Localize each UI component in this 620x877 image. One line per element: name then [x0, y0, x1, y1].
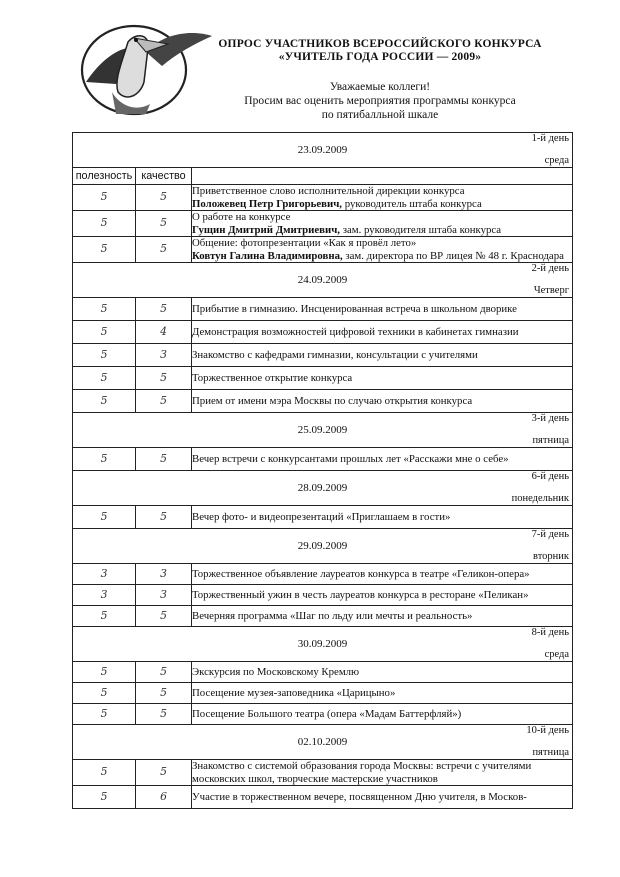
day-date: 28.09.2009: [297, 482, 348, 494]
event-row: [73, 786, 573, 809]
day-number: 10-й день: [526, 725, 569, 736]
event-description: Вечер фото- и видеопрезентаций «Приглашаем в гости»: [192, 506, 573, 529]
event-row: [73, 704, 573, 725]
day-date: 23.09.2009: [297, 144, 348, 156]
day-header-row: [73, 627, 573, 662]
day-date: 29.09.2009: [297, 540, 348, 552]
document-header: [200, 38, 560, 122]
quality-grade[interactable]: 5: [136, 185, 192, 211]
quality-grade[interactable]: 5: [136, 237, 192, 263]
usefulness-grade[interactable]: 5: [73, 506, 136, 529]
event-description: Торжественный ужин в честь лауреатов конкурса в ресторане «Пеликан»: [192, 585, 573, 606]
event-description: Участие в торжественном вечере, посвященном Дню учителя, в Москов-: [192, 786, 573, 809]
quality-grade[interactable]: 5: [136, 704, 192, 725]
day-weekday: пятница: [532, 434, 569, 446]
quality-grade[interactable]: 5: [136, 760, 192, 786]
survey-intro: Уважаемые коллеги! Просим вас оценить мероприятия программы конкурса по пятибалльной шкале: [244, 81, 516, 121]
usefulness-grade[interactable]: 5: [73, 662, 136, 683]
quality-grade[interactable]: 5: [136, 662, 192, 683]
event-description: Торжественное открытие конкурса: [192, 367, 573, 390]
quality-header: качество: [136, 168, 192, 185]
quality-grade[interactable]: 3: [136, 344, 192, 367]
usefulness-grade[interactable]: 3: [73, 564, 136, 585]
quality-grade[interactable]: 5: [136, 448, 192, 471]
day-number: 8-й день: [531, 627, 569, 638]
event-description: Знакомство с кафедрами гимназии, консультации с учителями: [192, 344, 573, 367]
usefulness-grade[interactable]: 5: [73, 237, 136, 263]
event-row: [73, 211, 573, 237]
day-number: 6-й день: [531, 471, 569, 482]
usefulness-grade[interactable]: 5: [73, 683, 136, 704]
usefulness-grade[interactable]: 3: [73, 585, 136, 606]
usefulness-grade[interactable]: 5: [73, 606, 136, 627]
event-row: [73, 606, 573, 627]
day-header-row: [73, 263, 573, 298]
quality-grade[interactable]: 3: [136, 564, 192, 585]
day-header-row: [73, 529, 573, 564]
day-weekday: вторник: [533, 550, 569, 562]
survey-title: ОПРОС УЧАСТНИКОВ ВСЕРОССИЙСКОГО КОНКУРСА «УЧИТЕЛЬ ГОДА РОССИИ — 2009»: [218, 38, 542, 63]
event-description: Прибытие в гимназию. Инсценированная встреча в школьном дворике: [192, 298, 573, 321]
event-description: Посещение Большого театра (опера «Мадам Баттерфляй»): [192, 704, 573, 725]
day-date: 02.10.2009: [297, 736, 348, 748]
usefulness-grade[interactable]: 5: [73, 211, 136, 237]
day-number: 7-й день: [531, 529, 569, 540]
event-row: [73, 390, 573, 413]
usefulness-grade[interactable]: 5: [73, 298, 136, 321]
quality-grade[interactable]: 5: [136, 506, 192, 529]
event-description: Экскурсия по Московскому Кремлю: [192, 662, 573, 683]
quality-grade[interactable]: 3: [136, 585, 192, 606]
event-row: [73, 506, 573, 529]
quality-grade[interactable]: 5: [136, 367, 192, 390]
day-weekday: Четверг: [533, 284, 569, 296]
event-row: [73, 185, 573, 211]
event-description: Приветственное слово исполнительной дирекции конкурса Положевец Петр Григорьевич, руководитель штаба конкурса: [192, 185, 573, 211]
usefulness-grade[interactable]: 5: [73, 185, 136, 211]
day-header-row: [73, 471, 573, 506]
event-description: Прием от имени мэра Москвы по случаю открытия конкурса: [192, 390, 573, 413]
event-row: [73, 237, 573, 263]
event-row: [73, 298, 573, 321]
event-row: [73, 448, 573, 471]
usefulness-grade[interactable]: 5: [73, 367, 136, 390]
event-row: [73, 683, 573, 704]
event-row: [73, 344, 573, 367]
event-description: Вечерняя программа «Шаг по льду или мечты и реальность»: [192, 606, 573, 627]
quality-grade[interactable]: 5: [136, 606, 192, 627]
day-weekday: среда: [544, 648, 569, 660]
quality-grade[interactable]: 5: [136, 298, 192, 321]
event-description: Знакомство с системой образования города Москвы: встречи с учителями московских школ, творческие мастерские участников: [192, 760, 573, 786]
day-number: 2-й день: [531, 263, 569, 274]
event-row: [73, 585, 573, 606]
event-row: [73, 760, 573, 786]
event-header: [192, 168, 573, 185]
day-weekday: пятница: [532, 746, 569, 758]
survey-table: [72, 132, 573, 809]
day-weekday: понедельник: [511, 492, 569, 504]
quality-grade[interactable]: 6: [136, 786, 192, 809]
day-number: 3-й день: [531, 413, 569, 424]
usefulness-grade[interactable]: 5: [73, 760, 136, 786]
usefulness-grade[interactable]: 5: [73, 786, 136, 809]
event-row: [73, 367, 573, 390]
usefulness-grade[interactable]: 5: [73, 448, 136, 471]
day-header-row: [73, 725, 573, 760]
event-description: Демонстрация возможностей цифровой техники в кабинетах гимназии: [192, 321, 573, 344]
usefulness-grade[interactable]: 5: [73, 344, 136, 367]
day-date: 30.09.2009: [297, 638, 348, 650]
usefulness-header: полезность: [73, 168, 136, 185]
usefulness-grade[interactable]: 5: [73, 704, 136, 725]
quality-grade[interactable]: 5: [136, 211, 192, 237]
event-description: Посещение музея-заповедника «Царицыно»: [192, 683, 573, 704]
event-row: [73, 564, 573, 585]
usefulness-grade[interactable]: 5: [73, 390, 136, 413]
event-description: Общение: фотопрезентации «Как я провёл лето» Ковтун Галина Владимировна, зам. директора по ВР лицея № 48 г. Краснодара: [192, 237, 573, 263]
day-number: 1-й день: [531, 133, 569, 144]
event-row: [73, 321, 573, 344]
pelican-logo: [76, 22, 216, 122]
event-row: [73, 662, 573, 683]
quality-grade[interactable]: 5: [136, 683, 192, 704]
quality-grade[interactable]: 4: [136, 321, 192, 344]
day-date: 24.09.2009: [297, 274, 348, 286]
event-description: Торжественное объявление лауреатов конкурса в театре «Геликон-опера»: [192, 564, 573, 585]
event-description: Вечер встречи с конкурсантами прошлых лет «Расскажи мне о себе»: [192, 448, 573, 471]
event-description: О работе на конкурсе Гущин Дмитрий Дмитриевич, зам. руководителя штаба конкурса: [192, 211, 573, 237]
day-header-row: [73, 413, 573, 448]
quality-grade[interactable]: 5: [136, 390, 192, 413]
day-weekday: среда: [544, 154, 569, 166]
column-header-row: [73, 168, 573, 185]
usefulness-grade[interactable]: 5: [73, 321, 136, 344]
day-date: 25.09.2009: [297, 424, 348, 436]
day-header-row: [73, 133, 573, 168]
